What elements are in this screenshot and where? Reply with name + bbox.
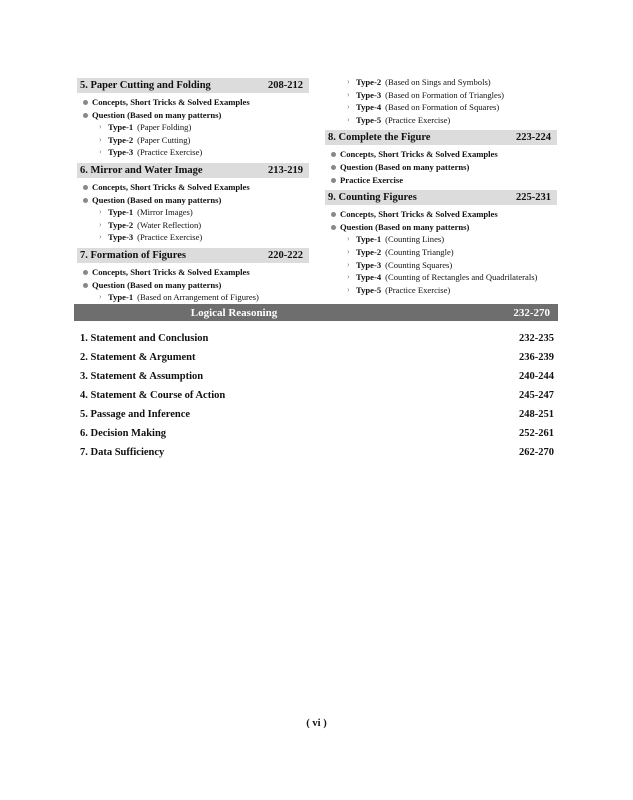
chevron-right-icon: › [99, 122, 102, 132]
type-label: Type-1 [108, 207, 134, 218]
type-item [325, 233, 557, 246]
logical-reasoning-pages: 232-270 [513, 306, 550, 319]
chapter-row[interactable] [80, 443, 554, 462]
type-description: (Practice Exercise) [385, 114, 451, 125]
type-item [325, 246, 557, 259]
type-description: (Counting of Rectangles and Quadrilaterals) [385, 272, 538, 283]
type-description: (Based on Formation of Squares) [385, 102, 500, 113]
chapter-row[interactable] [80, 424, 554, 443]
type-label: Type-2 [108, 134, 134, 145]
chevron-right-icon: › [99, 207, 102, 217]
type-description: (Counting Squares) [385, 259, 453, 270]
right-column [325, 78, 557, 300]
type-description: (Practice Exercise) [137, 232, 203, 243]
chapter-row[interactable] [80, 367, 554, 386]
section-heading[interactable] [325, 190, 557, 205]
chevron-right-icon: › [347, 259, 350, 269]
chevron-right-icon: › [99, 292, 102, 302]
chevron-right-icon: › [99, 147, 102, 157]
chapter-row[interactable] [80, 405, 554, 424]
toc-section [325, 190, 557, 296]
section-title: 7. Formation of Figures [80, 249, 186, 261]
type-label: Type-1 [108, 122, 134, 133]
chapter-row[interactable] [80, 329, 554, 348]
toc-section [77, 248, 309, 304]
type-item [325, 101, 557, 114]
bullet-item: Concepts, Short Tricks & Solved Examples [77, 181, 309, 194]
chapter-title: 2. Statement & Argument [80, 352, 196, 363]
section-title: 8. Complete the Figure [328, 132, 431, 144]
type-description: (Based on Arrangement of Figures) [137, 292, 259, 303]
chapter-pages: 252-261 [519, 428, 554, 439]
chapter-title: 1. Statement and Conclusion [80, 333, 209, 344]
section-pages: 220-222 [268, 249, 303, 261]
chapter-title: 4. Statement & Course of Action [80, 390, 226, 401]
toc-section [77, 78, 309, 159]
type-item [325, 284, 557, 297]
type-description: (Practice Exercise) [385, 284, 451, 295]
type-description: (Based on Formation of Triangles) [385, 89, 505, 100]
section-title: 9. Counting Figures [328, 192, 417, 204]
chapter-row[interactable] [80, 386, 554, 405]
type-label: Type-3 [108, 147, 134, 158]
section-pages: 208-212 [268, 80, 303, 91]
bullet-item: Question (Based on many patterns) [77, 109, 309, 122]
type-label: Type-5 [356, 284, 382, 295]
continued-type-list [325, 76, 557, 126]
type-item [325, 89, 557, 102]
chapter-pages: 236-239 [519, 352, 554, 363]
bullet-item: Concepts, Short Tricks & Solved Examples [325, 148, 557, 161]
section-heading[interactable] [77, 78, 309, 93]
bullet-item: Question (Based on many patterns) [325, 161, 557, 174]
bullet-item: Concepts, Short Tricks & Solved Examples [77, 96, 309, 109]
page-number: ( vi ) [306, 718, 327, 729]
chapter-title: 6. Decision Making [80, 428, 167, 439]
chapter-pages: 245-247 [519, 390, 554, 401]
chapter-title: 7. Data Sufficiency [80, 447, 165, 458]
type-item [325, 76, 557, 89]
type-item [77, 146, 309, 159]
type-description: (Paper Folding) [137, 122, 192, 133]
type-item [77, 121, 309, 134]
chevron-right-icon: › [347, 89, 350, 99]
chapter-row[interactable] [80, 348, 554, 367]
type-description: (Water Reflection) [137, 219, 202, 230]
logical-reasoning-chapter-list [80, 329, 554, 462]
toc-section [77, 163, 309, 244]
type-description: (Practice Exercise) [137, 147, 203, 158]
chevron-right-icon: › [99, 232, 102, 242]
type-label: Type-3 [356, 89, 382, 100]
type-item [77, 206, 309, 219]
type-description: (Paper Cutting) [137, 134, 191, 145]
chapter-pages: 240-244 [519, 371, 554, 382]
type-item [77, 219, 309, 232]
chapter-pages: 232-235 [519, 333, 554, 344]
section-heading[interactable] [77, 248, 309, 263]
chevron-right-icon: › [347, 234, 350, 244]
chevron-right-icon: › [347, 77, 350, 86]
type-label: Type-1 [108, 292, 134, 303]
section-title: 5. Paper Cutting and Folding [80, 80, 211, 91]
type-item [77, 291, 309, 304]
logical-reasoning-title: Logical Reasoning [190, 306, 278, 319]
type-label: Type-4 [356, 272, 382, 283]
chevron-right-icon: › [347, 102, 350, 112]
type-label: Type-3 [108, 232, 134, 243]
bullet-item: Question (Based on many patterns) [77, 194, 309, 207]
chevron-right-icon: › [99, 219, 102, 229]
type-label: Type-1 [356, 234, 382, 245]
chevron-right-icon: › [347, 246, 350, 256]
type-label: Type-3 [356, 259, 382, 270]
type-label: Type-2 [108, 219, 134, 230]
type-label: Type-2 [356, 246, 382, 257]
bullet-item: Practice Exercise [325, 174, 557, 187]
section-heading[interactable] [77, 163, 309, 178]
section-pages: 223-224 [516, 132, 551, 144]
type-description: (Counting Triangle) [385, 246, 454, 257]
type-item [325, 114, 557, 127]
type-item [325, 259, 557, 272]
type-label: Type-2 [356, 77, 382, 87]
type-description: (Mirror Images) [137, 207, 193, 218]
type-label: Type-5 [356, 114, 382, 125]
left-column [77, 78, 309, 308]
chapter-title: 5. Passage and Inference [80, 409, 191, 420]
section-pages: 213-219 [268, 164, 303, 176]
section-title: 6. Mirror and Water Image [80, 164, 203, 176]
chapter-pages: 248-251 [519, 409, 554, 420]
chevron-right-icon: › [347, 272, 350, 282]
logical-reasoning-header[interactable] [74, 304, 558, 321]
type-item [325, 271, 557, 284]
chapter-title: 3. Statement & Assumption [80, 371, 204, 382]
bullet-item: Question (Based on many patterns) [325, 221, 557, 234]
type-description: (Counting Lines) [385, 234, 445, 245]
section-pages: 225-231 [516, 192, 551, 204]
type-item [77, 231, 309, 244]
type-label: Type-4 [356, 102, 382, 113]
chevron-right-icon: › [347, 284, 350, 294]
toc-section [325, 130, 557, 186]
type-description: (Based on Sings and Symbols) [385, 77, 491, 87]
chevron-right-icon: › [347, 114, 350, 124]
chevron-right-icon: › [99, 134, 102, 144]
chapter-pages: 262-270 [519, 447, 554, 458]
bullet-item: Question (Based on many patterns) [77, 279, 309, 292]
bullet-item: Concepts, Short Tricks & Solved Examples [77, 266, 309, 279]
bullet-item: Concepts, Short Tricks & Solved Examples [325, 208, 557, 221]
section-heading[interactable] [325, 130, 557, 145]
type-item [77, 134, 309, 147]
